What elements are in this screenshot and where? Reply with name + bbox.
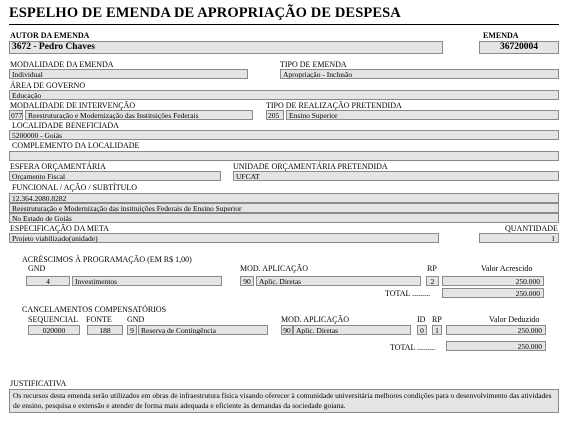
cancelamentos-fonte-field: 188 (87, 325, 123, 335)
cancelamentos-rp-label: RP (432, 315, 442, 324)
acrescimos-gnd-desc: Investimentos (72, 276, 222, 286)
acrescimos-gnd-label: GND (28, 264, 46, 273)
area-governo-field: Educação (9, 90, 559, 100)
justificativa-label: JUSTIFICATIVA (10, 379, 67, 388)
acrescimos-label: ACRÉSCIMOS À PROGRAMAÇÃO (EM R$ 1,00) (22, 255, 192, 264)
cancelamentos-total-field: 250.000 (446, 341, 546, 351)
funcional-code: 12.364.2080.8282 (9, 193, 559, 203)
tipo-realizacao-field: Ensino Superior (286, 110, 559, 120)
emenda-label: EMENDA (483, 31, 519, 40)
autor-field: 3672 - Pedro Chaves (9, 41, 443, 54)
cancelamentos-seq-field: 020000 (28, 325, 80, 335)
meta-label: ESPECIFICAÇÃO DA META (10, 224, 109, 233)
unidade-field: UFCAT (233, 171, 559, 181)
funcional-acao: Reestruturação e Modernização das instituições Federais de Ensino Superior (9, 203, 559, 213)
emenda-field: 36720004 (479, 41, 559, 54)
document-title: ESPELHO DE EMENDA DE APROPRIAÇÃO DE DESPESA (9, 5, 401, 21)
cancelamentos-fonte-label: FONTE (86, 315, 112, 324)
localidade-field: 5200000 - Goiás (9, 130, 559, 140)
acrescimos-rp-label: RP (427, 264, 437, 273)
modalidade-intervencao-field: Reestruturação e Modernização das Instituições Federais (25, 110, 253, 120)
area-governo-label: ÁREA DE GOVERNO (10, 81, 86, 90)
acrescimos-mod-label: MOD. APLICAÇÃO (240, 264, 309, 273)
acrescimos-gnd-code: 4 (26, 276, 70, 286)
modalidade-emenda-label: MODALIDADE DA EMENDA (10, 60, 114, 69)
cancelamentos-total-label: TOTAL ......... (390, 343, 436, 352)
tipo-realizacao-label: TIPO DE REALIZAÇÃO PRETENDIDA (266, 101, 402, 110)
complemento-field (9, 151, 559, 161)
title-divider (9, 24, 559, 25)
autor-label: AUTOR DA EMENDA (10, 31, 90, 40)
modalidade-emenda-field: Individual (9, 69, 248, 79)
acrescimos-total-field: 250.000 (442, 288, 544, 298)
acrescimos-mod-desc: Aplic. Diretas (256, 276, 421, 286)
cancelamentos-valor-field: 250.000 (446, 325, 546, 335)
localidade-label: LOCALIDADE BENEFICIADA (12, 121, 119, 130)
funcional-label: FUNCIONAL / AÇÃO / SUBTÍTULO (12, 183, 138, 192)
acrescimos-valor-label: Valor Acrescido (481, 264, 533, 273)
tipo-emenda-label: TIPO DE EMENDA (280, 60, 347, 69)
cancelamentos-seq-label: SEQUENCIAL (28, 315, 79, 324)
esfera-field: Orçamento Fiscal (9, 171, 221, 181)
tipo-emenda-field: Apropriação - Inclusão (280, 69, 559, 79)
cancelamentos-label: CANCELAMENTOS COMPENSATÓRIOS (22, 305, 167, 314)
cancelamentos-rp-field: 1 (432, 325, 442, 335)
complemento-label: COMPLEMENTO DA LOCALIDADE (12, 141, 140, 150)
modalidade-intervencao-code: 077 (11, 111, 23, 120)
tipo-realizacao-code: 205 (266, 110, 284, 120)
quantidade-label: QUANTIDADE (505, 224, 558, 233)
justificativa-field: Os recursos desta emenda serão utilizados em obras de infraestrutura física visando oferecer à comunidade universitária melhores condições para o desenvolvimento das atividades de ensino, pesquisa e extensão e atender de forma mais adequada e eficiente às demandas da sociedade goiana. (9, 389, 559, 413)
modalidade-intervencao-label: MODALIDADE DE INTERVENÇÃO (10, 101, 136, 110)
quantidade-field: 1 (479, 233, 559, 243)
acrescimos-mod-code: 90 (240, 276, 254, 286)
funcional-subtitulo: No Estado de Goiás (9, 213, 559, 223)
cancelamentos-mod-code: 90 (281, 325, 293, 335)
cancelamentos-valor-label: Valor Deduzido (489, 315, 540, 324)
esfera-label: ESFERA ORÇAMENTÁRIA (10, 162, 106, 171)
acrescimos-total-label: TOTAL ......... (385, 289, 431, 298)
acrescimos-valor-field: 250.000 (442, 276, 544, 286)
cancelamentos-gnd-code: 9 (127, 325, 137, 335)
acrescimos-rp-field: 2 (426, 276, 439, 286)
unidade-label: UNIDADE ORÇAMENTÁRIA PRETENDIDA (233, 162, 388, 171)
cancelamentos-id-field: 0 (417, 325, 427, 335)
cancelamentos-gnd-desc: Reserva de Contingência (138, 325, 268, 335)
cancelamentos-mod-desc: Aplic. Diretas (293, 325, 411, 335)
cancelamentos-mod-label: MOD. APLICAÇÃO (281, 315, 350, 324)
cancelamentos-gnd-label: GND (127, 315, 145, 324)
cancelamentos-id-label: ID (417, 315, 426, 324)
meta-field: Projeto viabilizado(unidade) (9, 233, 439, 243)
